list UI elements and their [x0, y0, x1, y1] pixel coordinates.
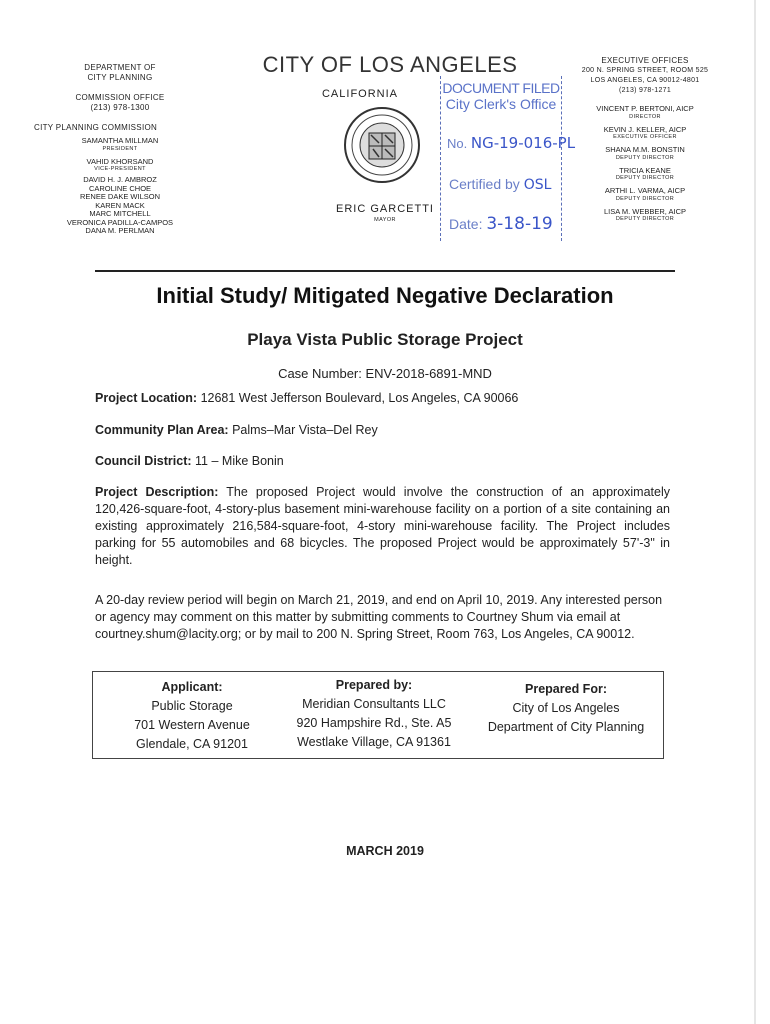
- community-plan-value: Palms–Mar Vista–Del Rey: [232, 423, 378, 437]
- state-label: CALIFORNIA: [321, 88, 398, 100]
- officer-3-name: TRICIA KEANE: [619, 165, 671, 175]
- member-3-name: CAROLINE CHOE: [88, 183, 152, 193]
- exec-phone: (213) 978-1271: [618, 87, 672, 94]
- city-title: CITY OF LOS ANGELES: [262, 52, 518, 77]
- stamp-date-label: Date:: [449, 216, 483, 232]
- commission-title: CITY PLANNING COMMISSION: [34, 123, 158, 132]
- officer-2-name: SHANA M.M. BONSTIN: [605, 145, 685, 154]
- member-8-name: DANA M. PERLMAN: [85, 226, 155, 235]
- commission-office-label: COMMISSION OFFICE: [75, 93, 165, 102]
- city-seal-icon: [343, 105, 421, 185]
- project-description-value: The proposed Project would involve the construction of an approximately 120,426-square-foot, 4-story-plus basement mini-warehouse facility on a portion of a site containing an existing approximately 216,584-square-foot, 4-story mini-warehouse facility. The Project includes parking for 55 automobiles and 68 bicycles. The proposed Project would be approximately 57'-3" in height.: [95, 485, 671, 567]
- officer-0-role: DIRECTOR: [629, 113, 661, 120]
- applicant-line-1: Public Storage: [151, 699, 233, 713]
- header-divider: [95, 270, 675, 272]
- prepared-by-line-2: 920 Hampshire Rd., Ste. A5: [296, 716, 452, 730]
- review-period-notice: A 20-day review period will begin on March 21, 2019, and end on April 10, 2019. Any interested person or agency may comment on this matter by submitting comments to Courtney Shum via email at courtney.shum@lacity.org; or by mail to 200 N. Spring Street, Room 763, Los Angeles, CA 90012.: [95, 593, 663, 641]
- officer-0-name: VINCENT P. BERTONI, AICP: [596, 104, 694, 113]
- officer-1-role: EXECUTIVE OFFICER: [613, 134, 677, 140]
- stamp-certified-label: Certified by: [449, 176, 520, 192]
- planning-commission-block: [34, 63, 200, 236]
- parties-box: [92, 671, 664, 759]
- prepared-by-line-1: Meridian Consultants LLC: [302, 697, 446, 711]
- council-district-label: Council District:: [95, 454, 192, 468]
- executive-offices-block: [575, 56, 715, 222]
- officer-2-role: DEPUTY DIRECTOR: [615, 154, 675, 161]
- prepared-for-line-1: City of Los Angeles: [512, 701, 620, 715]
- page-edge-shadow: [754, 0, 756, 1024]
- officer-1-name: KEVIN J. KELLER, AICP: [603, 124, 687, 134]
- mayor-title: MAYOR: [374, 217, 396, 223]
- member-1-role: VICE-PRESIDENT: [94, 166, 146, 172]
- applicant-line-2: 701 Western Avenue: [134, 718, 250, 732]
- mayor-name: ERIC GARCETTI: [336, 203, 434, 215]
- stamp-no-value: NG-19-016-PL: [470, 134, 576, 152]
- exec-address-1: 200 N. SPRING STREET, ROOM 525: [581, 67, 709, 74]
- officer-3-role: DEPUTY DIRECTOR: [615, 175, 675, 181]
- department-label: DEPARTMENT OF: [84, 63, 156, 72]
- stamp-line-1: DOCUMENT FILED: [442, 80, 560, 96]
- council-district: [95, 453, 670, 470]
- prepared-by-line-3: Westlake Village, CA 91361: [297, 735, 451, 749]
- applicant-block: [93, 678, 291, 754]
- member-4-name: RENEE DAKE WILSON: [79, 192, 161, 201]
- department-label-2: CITY PLANNING: [87, 73, 153, 82]
- stamp-line-2: City Clerk's Office: [445, 96, 557, 112]
- project-description-label: Project Description:: [95, 485, 219, 499]
- member-0-role: PRESIDENT: [102, 145, 138, 152]
- case-number: Case Number: ENV-2018-6891-MND: [278, 366, 492, 381]
- stamp-date-value: 3-18-19: [486, 214, 553, 234]
- officer-4-role: DEPUTY DIRECTOR: [615, 195, 675, 202]
- document-date: MARCH 2019: [346, 844, 424, 858]
- applicant-line-3: Glendale, CA 91201: [136, 737, 248, 751]
- member-6-name: MARC MITCHELL: [89, 209, 151, 218]
- member-0-name: SAMANTHA MILLMAN: [81, 136, 159, 145]
- project-location-value: 12681 West Jefferson Boulevard, Los Angeles, CA 90066: [200, 391, 519, 405]
- community-plan-area: [95, 422, 670, 439]
- member-1-name: VAHID KHORSAND: [86, 156, 154, 166]
- applicant-label: Applicant:: [161, 680, 223, 694]
- exec-title: EXECUTIVE OFFICES: [601, 56, 689, 65]
- document-title: Initial Study/ Mitigated Negative Declaration: [156, 283, 614, 308]
- prepared-for-block: [471, 680, 661, 737]
- project-location-label: Project Location:: [95, 391, 198, 405]
- project-name: Playa Vista Public Storage Project: [247, 330, 523, 349]
- project-location: [95, 390, 670, 407]
- community-plan-label: Community Plan Area:: [95, 423, 229, 437]
- stamp-certified-value: OSL: [523, 177, 552, 193]
- council-district-value: 11 – Mike Bonin: [195, 454, 284, 468]
- filing-stamp: [440, 76, 576, 241]
- prepared-for-line-2: Department of City Planning: [487, 720, 645, 734]
- prepared-by-label: Prepared by:: [335, 678, 413, 692]
- project-description: [95, 484, 670, 569]
- member-5-name: KAREN MACK: [95, 200, 145, 210]
- prepared-by-block: [285, 676, 463, 752]
- officer-5-name: LISA M. WEBBER, AICP: [603, 206, 687, 216]
- officer-4-name: ARTHI L. VARMA, AICP: [604, 186, 686, 195]
- officer-5-role: DEPUTY DIRECTOR: [615, 216, 675, 222]
- exec-address-2: LOS ANGELES, CA 90012-4801: [590, 77, 700, 84]
- commission-phone: (213) 978-1300: [90, 103, 150, 112]
- stamp-no-label: No.: [447, 136, 468, 151]
- member-7-name: VERONICA PADILLA-CAMPOS: [66, 217, 174, 227]
- prepared-for-label: Prepared For:: [525, 682, 607, 696]
- member-2-name: DAVID H. J. AMBROZ: [83, 175, 157, 184]
